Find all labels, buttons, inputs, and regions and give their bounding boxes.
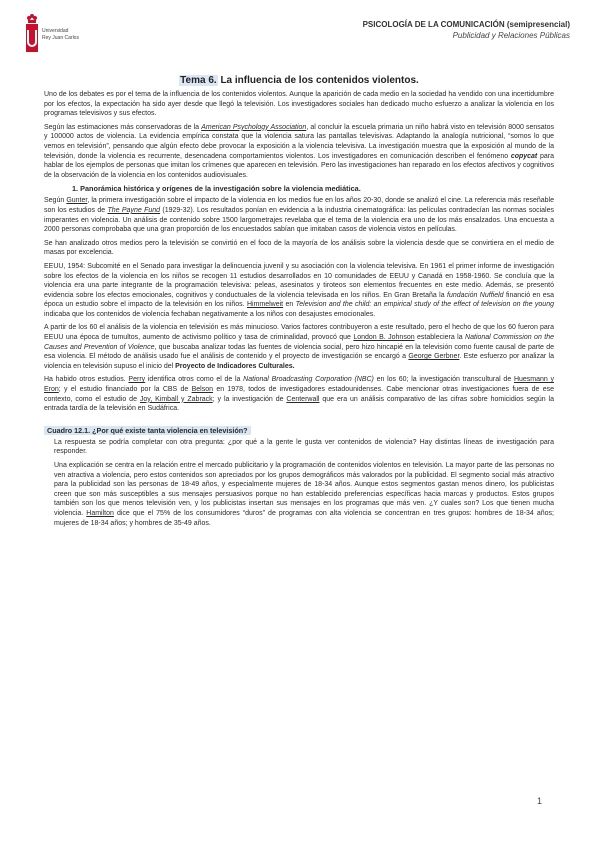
hamilton-link[interactable]: Hamilton [86,509,114,517]
box-paragraph-2 [54,461,554,528]
document-body [44,75,554,532]
section1-paragraph-1 [44,196,554,234]
text-run: Según las estimaciones más conservadoras de la [44,123,202,131]
logo-text-line1: Universidad [42,28,69,34]
perry-link[interactable]: Perry [128,376,146,384]
project-name: Proyecto de Indicadores Culturales. [175,362,295,370]
section1-paragraph-2: Se han analizado otros medios pero la televisión se convirtió en el foco de la mayoría de los análisis sobre la violencia desde que se convirtiera en el medio de masas por excelencia. [44,239,554,257]
book-title: Television and the child: an empirical study of the effect of television on the young [295,301,554,309]
payne-fund-link[interactable]: The Payne Fund [107,206,161,214]
text-run: en 1978, todos de investigadores estadounidenses. Cabe mencionar otras investigaciones fuera de ese contexto, como el estudio de [44,386,554,403]
apa-link[interactable]: American Psychology Association [201,123,307,131]
text-run: . Este esfuerzo por analizar la violencia en televisión supuso el inicio del [44,353,554,370]
text-run: Según [44,197,67,205]
joy-link[interactable]: Joy, Kimball y Zabrack [139,395,213,403]
text-run: financió en esa época un estudio sobre el impacto de la televisión en los niños. [44,291,554,309]
text-run: , que buscaba analizar todas las fuentes de violencia social, pero hizo hincapié en la televisión como fuente causal de parte de esa violencia. El método de análisis usado fue el análisis de contenido y el proyecto de investigación se encargó a [44,343,554,361]
university-logo [24,12,104,56]
document-header [363,20,570,40]
topic-number: Tema 6. [180,75,217,86]
text-run: , al concluir la escuela primaria un niño habrá visto en televisión 8000 sensatos y 100000 actos de violencia. La evidencia empírica constata que la violencia satura las pantallas televisivas. Adaptando la analogía nutricional, “somos lo que vemos en televisión”, pensando que algún efecto debe provocar la exposición a la violencia televisiva. La investigación muestra que la exposición al mundo de la televisión, donde la violencia es recurrente, desencadena comportamientos violentos. Los investigadores en comunicación describen el fenómeno [44,123,554,160]
centerwall-link[interactable]: Centerwall [286,395,320,403]
huesmann-link[interactable]: Huesmann y Eron [44,376,555,394]
intro-paragraph-2 [44,123,554,181]
commission-title: National Commission on the Causes and Prevention of Violence [44,334,554,351]
logo-text-line2: Rey Juan Carlos [42,35,79,41]
section1-paragraph-5 [44,375,554,413]
copycat-term: copycat [510,152,538,160]
text-run: para hablar de los ejemplos de personas que imitan los crímenes que aparecen en televisión. Pero las investigaciones han reparado en los efectos afectivos y cognitivos de la observación de la violencia en los contenidos audiovisuales. [44,152,554,179]
box-paragraph-1: La respuesta se podría completar con otra pregunta: ¿por qué a la gente le gusta ver contenidos de violencia? Hay distintas líneas de investigación para responder. [54,438,554,456]
section1-paragraph-3 [44,262,554,320]
course-subtitle: Publicidad y Relaciones Públicas [452,31,570,40]
nuffield-term: fundación Nuffield [447,291,504,299]
box-title: Cuadro 12.1. ¿Por qué existe tanta violencia en televisión? [44,426,251,435]
topic-title-text: La influencia de los contenidos violentos. [217,75,419,86]
text-run: ; y la investigación de [212,395,287,403]
text-run: estableciera la [414,334,466,342]
text-run: dice que el 75% de los consumidores “duros” de programas con alta violencia se concentran en tres grupos: hombres de 18-34 años; mujeres de 18-34 años; y hombres de 35-49 años. [54,509,554,527]
belson-link[interactable]: Belson [191,386,214,394]
intro-paragraph-1: Uno de los debates es por el tema de la influencia de los contenidos violentos. Aunque la aparición de cada medio en la sociedad ha vendido con una incertidumbre por los efectos, la expectación ha sido ayer desde que llegó la televisión. Los investigadores sociales han dedicado mucho esfuerzo a analizar la violencia en los programas televisivos y sus efectos. [44,91,554,118]
text-run: (1929-32). Los resultados ponían en evidencia a la industria cinematográfica: las películas contradecían las normas sociales imperantes en violencia. Un análisis de contenido sobre 1500 largometrajes revelaba que el tema de la violencia era uno de los más ensalzados. Una encuesta a 2000 personas comprobaba que una gran proporción de los encuestados sabían que imitaban casos de violencia vistos en películas. [44,206,554,234]
text-run: en los 60; la investigación transcultural de [373,376,514,384]
text-run: A partir de los 60 el análisis de la violencia en televisión es más minucioso. Varios factores contribuyeron a este resultado, pero el hecho de que los 60 fueron para EEUU una época de tumultos, aumento de activismo político y tasa de criminalidad, provocó que [44,324,554,342]
box-12-1 [44,420,554,528]
gerbner-link[interactable]: George Gerbner [408,353,460,361]
nbc-name: National Broadcasting Corporation (NBC) [243,376,374,384]
course-title: PSICOLOGÍA DE LA COMUNICACIÓN (semipresencial) [362,20,570,29]
text-run: , la primera investigación sobre el impacto de la violencia en los medios fue en los años 20-30, donde se analizó el cine. La referencia más reseñable son los estudios de [44,197,555,214]
johnson-link[interactable]: London B. Johnson [353,334,415,342]
topic-title [44,75,554,86]
text-run: identifica otros como el de la [145,376,244,384]
himmelweit-link[interactable]: Himmelweit [246,301,284,309]
section1-paragraph-4 [44,323,554,371]
text-run: indicaba que los contenidos de violencia fechaban negativamente a los niños con desajustes emocionales. [44,310,376,318]
text-run: ; y el estudio financiado por la CBS de [58,386,192,394]
page-number: 1 [536,796,542,806]
text-run: que era un análisis comparativo de las cifras sobre homicidios según la entrada tardía de la televisión en Sudáfrica. [44,395,555,413]
text-run: Una explicación se centra en la relación entre el mercado publicitario y la programación de contenidos violentos en televisión. La mayor parte de las personas no ven atractiva a violencia, pero estos contenidos son apreciados por los grupos demográficos más valorados por la publicidad. El segmento social más atractivo para la publicidad son las personas de 18-49 años, y especialmente mujeres de 18-34 años. Aunque estos segmentos gastan menos dinero, los publicistas creen que son más susceptibles a sus mensajes persuasivos porque no han establecido preferencias específicas hacia marcas y productos. Estos grupos también son los que menos televisión ven, y los publicistas insertan sus mensajes en los programas que más ven. ¿Y cuales son? Los que tienen mucha violencia. [54,462,554,517]
text-run: EEUU, 1954: Subcomité en el Senado para investigar la delincuencia juvenil y su asociación con la violencia televisiva. En 1961 el primer informe de investigación sobre los efectos de la violencia en los niños se recogen 11 estudios desarrollados en 10 comunidades de EEUU y Canadá en 1958-1960. Se concluía que la violencia era una parte integrante de la programación televisiva: peleas, asesinatos y tiroteos son elementos frecuentes en este medio. Además, se presentó evidencia sobre los efectos emocionales, cognitivos y conductuales de la violencia televisada en los niños. En Gran Bretaña la [44,262,554,299]
text-run: en [283,301,296,309]
gunter-link[interactable]: Gunter [66,197,88,205]
text-run: Ha habido otros estudios. [44,376,129,384]
section-heading-1: 1. Panorámica histórica y orígenes de la investigación sobre la violencia mediática. [72,184,361,194]
